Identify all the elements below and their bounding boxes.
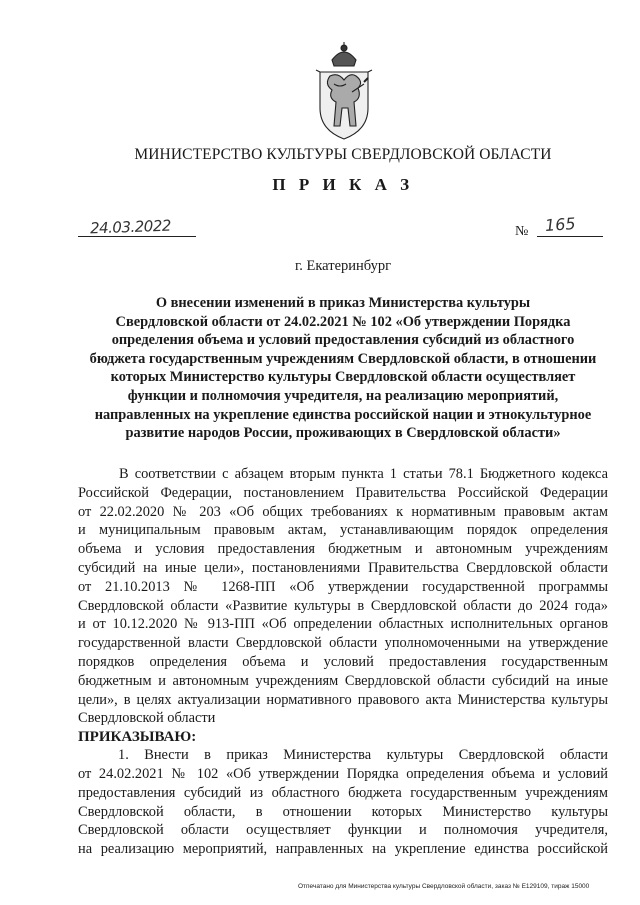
heading-line: функции и полномочия учредителя, на реализацию мероприятий, [127, 387, 559, 404]
preamble-line: государственной власти Свердловской области уполномоченными на утверждение [78, 635, 608, 652]
item-line: предоставления субсидий из областного бюджета государственным учреждениям [78, 784, 608, 801]
city-name: г. Екатеринбург [294, 258, 392, 274]
preamble-line: В соответствии с абзацем вторым пункта 1 статьи 78.1 Бюджетного кодекса [119, 466, 608, 482]
item-line: Свердловской области осуществляет функции и полномочия учредителя, [78, 822, 608, 839]
item-line: от 24.02.2021 № 102 «Об утверждении Порядка определения объема и условий [78, 765, 608, 782]
order-heading [72, 294, 614, 443]
preamble-line: и муниципальным правовым актам, устанавливающим порядок определения [78, 522, 608, 539]
preamble-line: Свердловской области [78, 710, 216, 727]
order-body [78, 465, 608, 859]
heading-line: направленных на укрепление единства российской нации и этнокультурное [94, 406, 592, 423]
preamble-line: субсидий на иные цели», постановлениями Правительства Свердловской области [78, 559, 608, 576]
preamble-line: от 22.02.2020 № 203 «Об общих требованиях к нормативным правовым актам [78, 503, 608, 520]
preamble-line: Российской Федерации, постановлением Правительства Российской Федерации [78, 484, 608, 501]
ministry-name: МИНИСТЕРСТВО КУЛЬТУРЫ СВЕРДЛОВСКОЙ ОБЛАСТИ [134, 146, 552, 163]
order-title: П Р И К А З [272, 175, 414, 194]
heading-line: развитие народов России, проживающих в Свердловской области» [125, 425, 561, 442]
date-underline [78, 236, 196, 237]
coat-of-arms-emblem [310, 42, 378, 142]
number-label: № [515, 224, 529, 239]
heading-line: которых Министерство культуры Свердловской области осуществляет [110, 369, 576, 386]
preamble-line: Свердловской области «Развитие культуры в Свердловской области до 2024 года» [78, 597, 608, 614]
number-underline [537, 236, 603, 237]
heading-line: определения объема и условий предоставления субсидий из областного [111, 332, 575, 349]
preamble-line: порядков определения объема и условий предоставления государственным [78, 653, 608, 670]
preamble-line: и от 10.12.2020 № 913-ПП «Об определении областных исполнительных органов [78, 616, 608, 633]
decree-word: ПРИКАЗЫВАЮ: [78, 729, 197, 746]
item-line: Свердловской области, в отношении которых Министерство культуры [78, 803, 608, 820]
preamble-line: бюджетным и автономным учреждениям Свердловской области субсидий на иные [78, 672, 608, 689]
order-number: 165 [544, 213, 577, 236]
preamble-line: от 21.10.2013 № 1268-ПП «Об утверждении государственной программы [78, 578, 608, 595]
order-date: 24.03.2022 [89, 216, 172, 238]
preamble-line: объема и условия предоставления бюджетным и автономным учреждениям [78, 541, 608, 558]
print-footer: Отпечатано для Министерства культуры Свердловской области, заказ № Е129109, тираж 15000 [298, 883, 590, 890]
heading-line: Свердловской области от 24.02.2021 № 102 «Об утверждении Порядка [115, 313, 571, 330]
preamble-line: цели», в целях актуализации нормативного правового акта Министерства культуры [78, 691, 608, 708]
heading-line: бюджета государственным учреждениям Свердловской области, в отношении [89, 350, 597, 367]
item-line: на реализацию мероприятий, направленных на укрепление единства российской [78, 841, 608, 858]
heading-line: О внесении изменений в приказ Министерства культуры [155, 295, 531, 311]
item-line: 1. Внести в приказ Министерства культуры Свердловской области [118, 747, 608, 764]
